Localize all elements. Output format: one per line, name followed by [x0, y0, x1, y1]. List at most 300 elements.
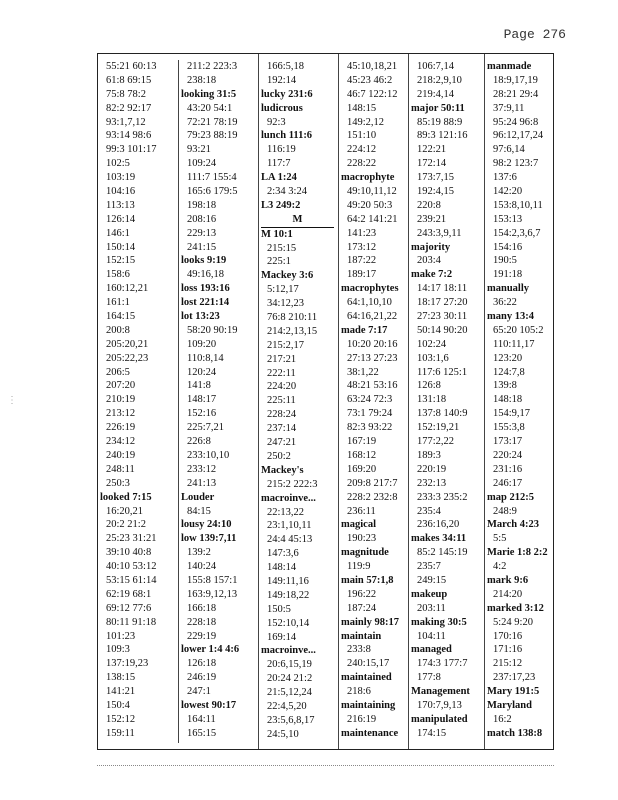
index-locator: 152:16 — [187, 408, 217, 420]
index-term: lucky 231:6 — [261, 88, 313, 100]
index-locator: 104:11 — [417, 630, 446, 642]
index-term: marked 3:12 — [487, 602, 544, 614]
index-locator: 239:21 — [417, 213, 447, 225]
index-locator: 243:3,9,11 — [417, 227, 462, 239]
index-locator: 24:5,10 — [267, 728, 299, 740]
index-locator: 92:3 — [267, 116, 286, 128]
index-locator: 205:20,21 — [106, 338, 149, 350]
index-locator: 229:13 — [187, 227, 217, 239]
index-locator: 246:19 — [187, 672, 217, 684]
index-term: ludicrous — [261, 102, 303, 114]
index-locator: 119:9 — [347, 561, 371, 573]
index-locator: 218:2,9,10 — [417, 74, 462, 86]
index-locator: 45:23 46:2 — [347, 74, 393, 86]
index-locator: 174:15 — [417, 727, 447, 739]
index-locator: 213:12 — [106, 408, 136, 420]
index-locator: 40:10 53:12 — [106, 561, 157, 573]
index-locator: 36:22 — [493, 297, 517, 309]
index-term: Marie 1:8 2:2 — [487, 547, 548, 559]
index-locator: 203:11 — [417, 602, 446, 614]
section-letter: M — [261, 213, 334, 228]
index-locator: 10:20 20:16 — [347, 338, 398, 350]
index-locator: 170:7,9,13 — [417, 699, 462, 711]
index-locator: 250:3 — [106, 477, 130, 489]
index-locator: 236:16,20 — [417, 519, 460, 531]
index-locator: 163:9,12,13 — [187, 588, 238, 600]
index-locator: 231:16 — [493, 463, 523, 475]
index-locator: 109:24 — [187, 158, 217, 170]
index-locator: 247:21 — [267, 437, 297, 449]
index-locator: 104:16 — [106, 186, 136, 198]
index-locator: 16:20,21 — [106, 505, 144, 517]
index-term: M 10:1 — [261, 228, 293, 240]
index-locator: 140:24 — [187, 561, 217, 573]
index-locator: 166:18 — [187, 602, 217, 614]
index-locator: 218:6 — [347, 686, 371, 698]
index-term: looking 31:5 — [181, 88, 237, 100]
index-term: lousy 24:10 — [181, 519, 232, 531]
index-locator: 58:20 90:19 — [187, 324, 238, 336]
index-term: looked 7:15 — [100, 491, 152, 503]
index-locator: 64:2 141:21 — [347, 213, 398, 225]
index-locator: 177:2,22 — [417, 436, 455, 448]
index-term: mark 9:6 — [487, 574, 529, 586]
index-locator: 167:19 — [347, 436, 377, 448]
index-term: magical — [341, 519, 376, 531]
index-locator: 220:24 — [493, 449, 523, 461]
index-locator: 241:13 — [187, 477, 217, 489]
index-locator: 48:21 53:16 — [347, 380, 398, 392]
index-term: macrophytes — [341, 283, 399, 295]
index-locator: 160:12,21 — [106, 283, 149, 295]
index-locator: 61:8 69:15 — [106, 74, 152, 86]
index-term: manually — [487, 283, 530, 295]
index-term: main 57:1,8 — [341, 574, 394, 586]
index-locator: 137:6 — [493, 172, 517, 184]
index-locator: 233:10,10 — [187, 449, 230, 461]
index-locator: 153:13 — [493, 213, 523, 225]
index-locator: 96:12,17,24 — [493, 130, 544, 142]
index-locator: 198:18 — [187, 199, 217, 211]
index-term: many 13:4 — [487, 311, 534, 323]
index-locator: 164:15 — [106, 311, 136, 323]
index-locator: 37:9,11 — [493, 102, 525, 114]
index-locator: 215:2 222:3 — [267, 478, 318, 490]
index-locator: 173:17 — [493, 436, 523, 448]
index-locator: 27:23 30:11 — [417, 311, 468, 323]
index-term: Mary 191:5 — [487, 686, 540, 698]
index-locator: 64:1,10,10 — [347, 297, 392, 309]
index-locator: 240:15,17 — [347, 658, 390, 670]
index-locator: 215:2,17 — [267, 339, 305, 351]
index-term: managed — [411, 644, 452, 656]
index-term: March 4:23 — [487, 519, 540, 531]
index-locator: 150:5 — [267, 603, 291, 615]
index-locator: 117:6 125:1 — [417, 366, 468, 378]
index-locator: 49:10,11,12 — [347, 186, 397, 198]
index-term: make 7:2 — [411, 269, 453, 281]
index-locator: 241:15 — [187, 241, 217, 253]
index-term: loss 193:16 — [181, 283, 230, 295]
index-locator: 141:21 — [106, 686, 136, 698]
index-locator: 220:19 — [417, 463, 447, 475]
index-locator: 55:21 60:13 — [106, 61, 157, 72]
index-locator: 248:9 — [493, 505, 517, 517]
index-locator: 215:15 — [267, 242, 297, 254]
index-locator: 165:6 179:5 — [187, 186, 238, 198]
index-column-3 — [258, 54, 338, 749]
index-locator: 117:7 — [267, 158, 291, 170]
index-locator: 23:1,10,11 — [267, 520, 312, 532]
index-locator: 210:19 — [106, 394, 136, 406]
index-locator: 191:18 — [493, 269, 523, 281]
index-locator: 152:19,21 — [417, 422, 460, 434]
index-term: L3 249:2 — [261, 199, 301, 211]
index-locator: 173:12 — [347, 241, 377, 253]
index-locator: 229:19 — [187, 630, 217, 642]
index-locator: 138:15 — [106, 672, 136, 684]
index-term: Mackey 3:6 — [261, 270, 314, 282]
index-locator: 126:18 — [187, 658, 217, 670]
index-locator: 240:19 — [106, 449, 136, 461]
index-term: low 139:7,11 — [181, 533, 237, 545]
index-locator: 249:15 — [417, 574, 447, 586]
index-locator: 95:24 96:8 — [493, 116, 539, 128]
index-locator: 170:16 — [493, 630, 523, 642]
index-locator: 217:21 — [267, 353, 297, 365]
word-index-table — [97, 53, 554, 750]
index-locator: 152:10,14 — [267, 617, 310, 629]
index-locator: 16:2 — [493, 713, 512, 725]
index-locator: 34:12,23 — [267, 298, 305, 310]
index-locator: 228:22 — [347, 158, 377, 170]
index-locator: 126:8 — [417, 380, 441, 392]
index-term: makeup — [411, 588, 448, 600]
index-locator: 190:5 — [493, 255, 517, 267]
index-locator: 224:20 — [267, 381, 297, 393]
index-locator: 228:24 — [267, 409, 297, 421]
index-locator: 232:13 — [417, 477, 447, 489]
index-locator: 166:5,18 — [267, 61, 305, 72]
index-locator: 148:14 — [267, 562, 297, 574]
index-locator: 141:8 — [187, 380, 211, 392]
index-locator: 250:2 — [267, 450, 291, 462]
index-locator: 122:21 — [417, 144, 447, 156]
index-locator: 226:8 — [187, 436, 211, 448]
index-term: Management — [411, 686, 470, 698]
index-locator: 28:21 29:4 — [493, 88, 539, 100]
index-locator: 22:13,22 — [267, 506, 305, 518]
index-locator: 82:3 93:22 — [347, 422, 393, 434]
index-locator: 211:2 223:3 — [187, 61, 238, 72]
index-term: making 30:5 — [411, 616, 467, 628]
index-locator: 189:3 — [417, 449, 441, 461]
index-locator: 165:15 — [187, 727, 217, 739]
index-column-4 — [338, 54, 408, 749]
index-locator: 23:5,6,8,17 — [267, 714, 315, 726]
index-term: major 50:11 — [411, 102, 465, 114]
index-locator: 49:16,18 — [187, 269, 225, 281]
index-locator: 4:2 — [493, 561, 507, 573]
index-column-1 — [98, 60, 178, 743]
index-locator: 98:2 123:7 — [493, 158, 539, 170]
index-locator: 137:19,23 — [106, 658, 149, 670]
index-locator: 237:17,23 — [493, 672, 536, 684]
index-term: match 138:8 — [487, 727, 543, 739]
index-locator: 146:1 — [106, 227, 130, 239]
index-locator: 172:14 — [417, 158, 447, 170]
index-locator: 187:24 — [347, 602, 377, 614]
index-locator: 159:11 — [106, 727, 135, 739]
index-locator: 192:14 — [267, 74, 297, 86]
index-locator: 238:18 — [187, 74, 217, 86]
index-locator: 152:12 — [106, 713, 136, 725]
index-locator: 208:16 — [187, 213, 217, 225]
index-locator: 164:11 — [187, 713, 216, 725]
index-locator: 82:2 92:17 — [106, 102, 152, 114]
index-locator: 64:16,21,22 — [347, 311, 398, 323]
index-term: made 7:17 — [341, 324, 388, 336]
index-locator: 110:11,17 — [493, 338, 535, 350]
index-locator: 222:11 — [267, 367, 296, 379]
index-locator: 236:11 — [347, 505, 376, 517]
index-locator: 45:10,18,21 — [347, 61, 398, 72]
index-locator: 177:8 — [417, 672, 441, 684]
index-locator: 123:20 — [493, 352, 523, 364]
index-column-5 — [408, 54, 484, 749]
index-locator: 5:12,17 — [267, 284, 299, 296]
index-locator: 168:12 — [347, 449, 377, 461]
index-locator: 226:19 — [106, 422, 136, 434]
index-term: macroinve... — [261, 492, 316, 504]
index-locator: 203:4 — [417, 255, 441, 267]
index-locator: 109:20 — [187, 338, 217, 350]
index-locator: 93:1,7,12 — [106, 116, 146, 128]
index-locator: 234:12 — [106, 436, 136, 448]
index-locator: 63:24 72:3 — [347, 394, 393, 406]
index-locator: 225:1 — [267, 256, 291, 268]
index-locator: 39:10 40:8 — [106, 547, 152, 559]
index-locator: 79:23 88:19 — [187, 130, 238, 142]
index-term: Mackey's — [261, 464, 304, 476]
index-locator: 154:9,17 — [493, 408, 531, 420]
index-term: looks 9:19 — [181, 255, 227, 267]
index-locator: 120:24 — [187, 366, 217, 378]
index-locator: 85:2 145:19 — [417, 547, 468, 559]
index-locator: 5:5 — [493, 533, 507, 545]
index-locator: 235:7 — [417, 561, 441, 573]
index-locator: 69:12 77:6 — [106, 602, 152, 614]
scan-artifact: ⋮ — [7, 395, 17, 406]
index-locator: 147:3,6 — [267, 548, 299, 560]
index-locator: 214:20 — [493, 588, 523, 600]
bottom-rule — [97, 765, 554, 767]
index-column-2 — [178, 60, 258, 743]
index-term: macroinve... — [261, 645, 316, 657]
index-term: maintain — [341, 630, 382, 642]
index-locator: 102:5 — [106, 158, 130, 170]
index-locator: 18:17 27:20 — [417, 297, 468, 309]
index-locator: 149:2,12 — [347, 116, 385, 128]
index-locator: 116:19 — [267, 144, 296, 156]
index-locator: 106:7,14 — [417, 61, 455, 72]
index-term: macrophyte — [341, 172, 395, 184]
index-term: lunch 111:6 — [261, 130, 313, 142]
index-locator: 110:8,14 — [187, 352, 224, 364]
index-locator: 247:1 — [187, 686, 211, 698]
index-locator: 149:11,16 — [267, 575, 309, 587]
index-locator: 97:6,14 — [493, 144, 525, 156]
index-term: manipulated — [411, 713, 468, 725]
index-locator: 192:4,15 — [417, 186, 455, 198]
index-locator: 150:4 — [106, 699, 130, 711]
index-locator: 124:7,8 — [493, 366, 525, 378]
index-term: lowest 90:17 — [181, 699, 237, 711]
index-term: maintained — [341, 672, 392, 684]
index-locator: 137:8 140:9 — [417, 408, 468, 420]
index-locator: 150:14 — [106, 241, 136, 253]
index-term: Maryland — [487, 699, 532, 711]
index-locator: 171:16 — [493, 644, 523, 656]
index-locator: 155:8 157:1 — [187, 574, 238, 586]
index-locator: 5:24 9:20 — [493, 616, 533, 628]
index-locator: 154:2,3,6,7 — [493, 227, 541, 239]
index-locator: 205:22,23 — [106, 352, 149, 364]
index-locator: 72:21 78:19 — [187, 116, 238, 128]
index-term: maintaining — [341, 699, 396, 711]
index-locator: 148:18 — [493, 394, 523, 406]
index-locator: 53:15 61:14 — [106, 574, 157, 586]
index-term: lost 221:14 — [181, 297, 230, 309]
index-locator: 141:23 — [347, 227, 377, 239]
index-locator: 21:5,12,24 — [267, 687, 312, 699]
index-locator: 196:22 — [347, 588, 377, 600]
index-term: makes 34:11 — [411, 533, 467, 545]
index-locator: 102:24 — [417, 338, 447, 350]
index-locator: 109:3 — [106, 644, 130, 656]
index-locator: 237:14 — [267, 423, 297, 435]
index-locator: 235:4 — [417, 505, 441, 517]
index-locator: 25:23 31:21 — [106, 533, 157, 545]
index-locator: 189:17 — [347, 269, 377, 281]
index-locator: 43:20 54:1 — [187, 102, 233, 114]
index-locator: 126:14 — [106, 213, 136, 225]
index-locator: 207:20 — [106, 380, 136, 392]
index-locator: 27:13 27:23 — [347, 352, 398, 364]
index-locator: 148:15 — [347, 102, 377, 114]
index-locator: 22:4,5,20 — [267, 700, 307, 712]
index-term: maintenance — [341, 727, 399, 739]
index-locator: 206:5 — [106, 366, 130, 378]
index-locator: 20:24 21:2 — [267, 673, 313, 685]
index-term: LA 1:24 — [261, 172, 297, 184]
index-locator: 220:8 — [417, 199, 441, 211]
index-locator: 225:11 — [267, 395, 296, 407]
index-locator: 246:17 — [493, 477, 523, 489]
index-locator: 215:12 — [493, 658, 523, 670]
index-locator: 38:1,22 — [347, 366, 379, 378]
index-locator: 2:34 3:24 — [267, 186, 307, 198]
index-locator: 46:7 122:12 — [347, 88, 398, 100]
index-locator: 233:12 — [187, 463, 217, 475]
index-locator: 76:8 210:11 — [267, 312, 318, 324]
index-locator: 149:18,22 — [267, 589, 310, 601]
index-locator: 113:13 — [106, 199, 135, 211]
index-locator: 103:1,6 — [417, 352, 449, 364]
index-locator: 225:7,21 — [187, 422, 225, 434]
index-locator: 93:21 — [187, 144, 211, 156]
index-locator: 50:14 90:20 — [417, 324, 468, 336]
index-locator: 111:7 155:4 — [187, 172, 237, 184]
index-locator: 152:15 — [106, 255, 136, 267]
index-locator: 80:11 91:18 — [106, 616, 157, 628]
index-locator: 139:8 — [493, 380, 517, 392]
index-locator: 20:6,15,19 — [267, 659, 312, 671]
index-locator: 161:1 — [106, 297, 130, 309]
index-term: mainly 98:17 — [341, 616, 400, 628]
index-locator: 101:23 — [106, 630, 136, 642]
index-locator: 173:7,15 — [417, 172, 455, 184]
index-locator: 187:22 — [347, 255, 377, 267]
index-locator: 103:19 — [106, 172, 136, 184]
index-locator: 219:4,14 — [417, 88, 455, 100]
index-locator: 169:14 — [267, 631, 297, 643]
index-term: magnitude — [341, 547, 389, 559]
index-locator: 151:10 — [347, 130, 377, 142]
index-locator: 233:8 — [347, 644, 371, 656]
index-locator: 200:8 — [106, 324, 130, 336]
page-number: Page 276 — [503, 27, 566, 42]
index-locator: 190:23 — [347, 533, 377, 545]
index-term: manmade — [487, 61, 532, 72]
index-locator: 214:2,13,15 — [267, 325, 318, 337]
index-locator: 93:14 98:6 — [106, 130, 152, 142]
index-locator: 158:6 — [106, 269, 130, 281]
index-locator: 228:2 232:8 — [347, 491, 398, 503]
index-locator: 209:8 217:7 — [347, 477, 398, 489]
index-locator: 20:2 21:2 — [106, 519, 146, 531]
index-locator: 75:8 78:2 — [106, 88, 146, 100]
index-locator: 24:4 45:13 — [267, 534, 313, 546]
index-term: lot 13:23 — [181, 311, 220, 323]
index-locator: 14:17 18:11 — [417, 283, 468, 295]
index-term: Louder — [181, 491, 215, 503]
index-locator: 148:17 — [187, 394, 217, 406]
index-locator: 154:16 — [493, 241, 523, 253]
index-locator: 174:3 177:7 — [417, 658, 468, 670]
index-locator: 153:8,10,11 — [493, 199, 543, 211]
index-term: map 212:5 — [487, 491, 534, 503]
index-locator: 131:18 — [417, 394, 447, 406]
index-locator: 99:3 101:17 — [106, 144, 157, 156]
index-locator: 73:1 79:24 — [347, 408, 393, 420]
index-locator: 62:19 68:1 — [106, 588, 152, 600]
index-locator: 85:19 88:9 — [417, 116, 463, 128]
index-locator: 18:9,17,19 — [493, 74, 538, 86]
index-locator: 84:15 — [187, 505, 211, 517]
index-locator: 224:12 — [347, 144, 377, 156]
index-locator: 216:19 — [347, 713, 377, 725]
index-term: majority — [411, 241, 451, 253]
index-locator: 142:20 — [493, 186, 523, 198]
index-locator: 233:3 235:2 — [417, 491, 468, 503]
index-locator: 169:20 — [347, 463, 377, 475]
index-locator: 89:3 121:16 — [417, 130, 468, 142]
index-locator: 248:11 — [106, 463, 135, 475]
index-locator: 228:18 — [187, 616, 217, 628]
index-column-6 — [484, 54, 554, 749]
index-locator: 155:3,8 — [493, 422, 525, 434]
